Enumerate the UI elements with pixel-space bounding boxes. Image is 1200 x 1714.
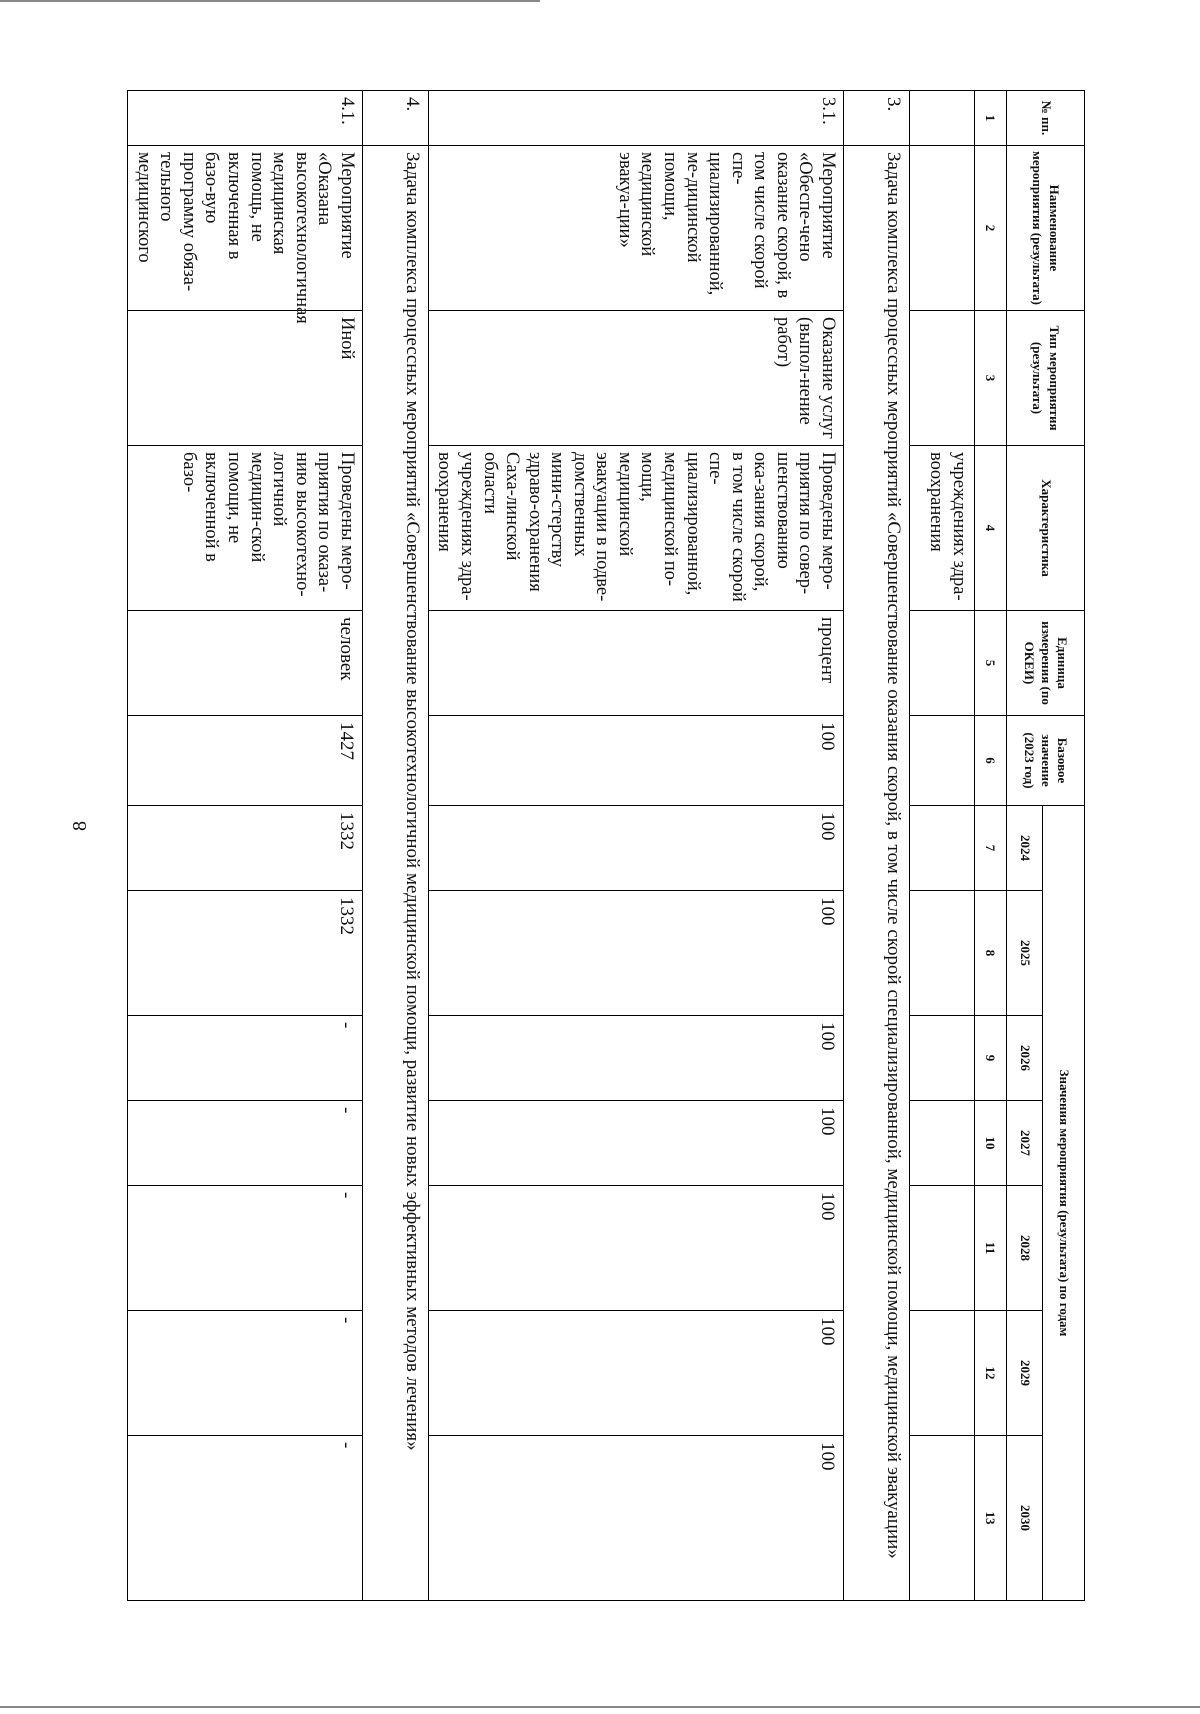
continuation-characteristic: учреждениях здра-воохранения (910, 446, 975, 611)
task-row-4 (362, 91, 428, 1601)
measure-value-2026: 100 (428, 1016, 843, 1101)
column-number: 9 (975, 1016, 1007, 1101)
task-row-3 (844, 91, 910, 1601)
task-text: Задача комплекса процессных мероприятий «Совершенствование высокотехнологичной медицинской помощи, развитие новых эффективных методов лечения» (362, 146, 428, 1601)
measure-value-2030: - (128, 1436, 363, 1601)
column-number: 5 (975, 611, 1007, 716)
measure-value-2026: - (128, 1016, 363, 1101)
task-number: 3. (844, 91, 910, 146)
measure-value-2024: 100 (428, 806, 843, 891)
task-number: 4. (362, 91, 428, 146)
measure-number: 4.1. (128, 91, 363, 146)
measure-base-value: 1427 (128, 716, 363, 806)
measure-value-2027: - (128, 1101, 363, 1186)
measure-name: Мероприятие «Оказана высокотехнологичная медицинская помощь, не включенная в базо-вую программу обяза-тельного медицинского (128, 146, 363, 311)
header-year: 2026 (1007, 1016, 1043, 1101)
measure-type: Оказание услуг (выпол-нение работ) (428, 311, 843, 446)
header-year: 2027 (1007, 1101, 1043, 1186)
measure-base-value: 100 (428, 716, 843, 806)
measure-characteristic: Проведены меро-приятия по совер-шенствованию ока-зания скорой, в том числе скорой спе-циализированной, медицинской по-мощи, медицинской эвакуации в подве-домственных мини-стерству здраво-охранения Саха-линской области учреждениях здра-воохранения (428, 446, 843, 611)
measures-table-page (133, 90, 1085, 1600)
scan-edge-bottom (0, 1706, 1200, 1708)
measure-value-2027: 100 (428, 1101, 843, 1186)
header-type: Тип мероприятия (результата) (1007, 311, 1085, 446)
header-year: 2030 (1007, 1436, 1043, 1601)
measure-value-2025: 1332 (128, 891, 363, 1016)
measure-value-2030: 100 (428, 1436, 843, 1601)
measure-number: 3.1. (428, 91, 843, 146)
column-number: 10 (975, 1101, 1007, 1186)
measure-row-4-1 (128, 91, 363, 1601)
measure-type: Иной (128, 311, 363, 446)
measure-name: Мероприятие «Обеспе-чено оказание скорой, в том числе скорой спе-циализированной, ме-дицинской помощи, медицинской эвакуа-ции» (428, 146, 843, 311)
measure-value-2028: - (128, 1186, 363, 1311)
column-number: 4 (975, 446, 1007, 611)
task-text: Задача комплекса процессных мероприятий «Совершенствование оказания скорой, в том числе скорой специализированной, медицинской помощи, медицинской эвакуации» (844, 146, 910, 1601)
header-base: Базовое значение (2023 год) (1007, 716, 1085, 806)
measure-value-2029: - (128, 1311, 363, 1436)
measure-unit: человек (128, 611, 363, 716)
measure-characteristic: Проведены меро-приятия по оказа-нию высокотехно-логичной медицин-ской помощи, не включенной в базо- (128, 446, 363, 611)
header-year: 2025 (1007, 891, 1043, 1016)
page-number: 8 (68, 821, 91, 831)
column-number: 7 (975, 806, 1007, 891)
measures-table (127, 90, 1085, 1601)
measure-row-3-1 (428, 91, 843, 1601)
header-name: Наименование мероприятия (результата) (1007, 146, 1085, 311)
measure-value-2028: 100 (428, 1186, 843, 1311)
header-row (1043, 91, 1085, 1601)
measure-value-2025: 100 (428, 891, 843, 1016)
header-values-by-year: Значения мероприятия (результата) по годам (1043, 806, 1085, 1601)
column-number: 2 (975, 146, 1007, 311)
column-number: 12 (975, 1311, 1007, 1436)
column-number: 3 (975, 311, 1007, 446)
column-number: 8 (975, 891, 1007, 1016)
column-number: 6 (975, 716, 1007, 806)
column-number: 11 (975, 1186, 1007, 1311)
header-unit: Единица измерения (по ОКЕИ) (1007, 611, 1085, 716)
column-numbers-row (975, 91, 1007, 1601)
header-characteristic: Характеристика (1007, 446, 1085, 611)
measure-unit: процент (428, 611, 843, 716)
measure-value-2029: 100 (428, 1311, 843, 1436)
header-year: 2024 (1007, 806, 1043, 891)
continuation-row (910, 91, 975, 1601)
column-number: 1 (975, 91, 1007, 146)
column-number: 13 (975, 1436, 1007, 1601)
measure-value-2024: 1332 (128, 806, 363, 891)
header-year: 2028 (1007, 1186, 1043, 1311)
header-no: № пп. (1007, 91, 1085, 146)
header-year: 2029 (1007, 1311, 1043, 1436)
scan-edge-top (0, 0, 540, 2)
